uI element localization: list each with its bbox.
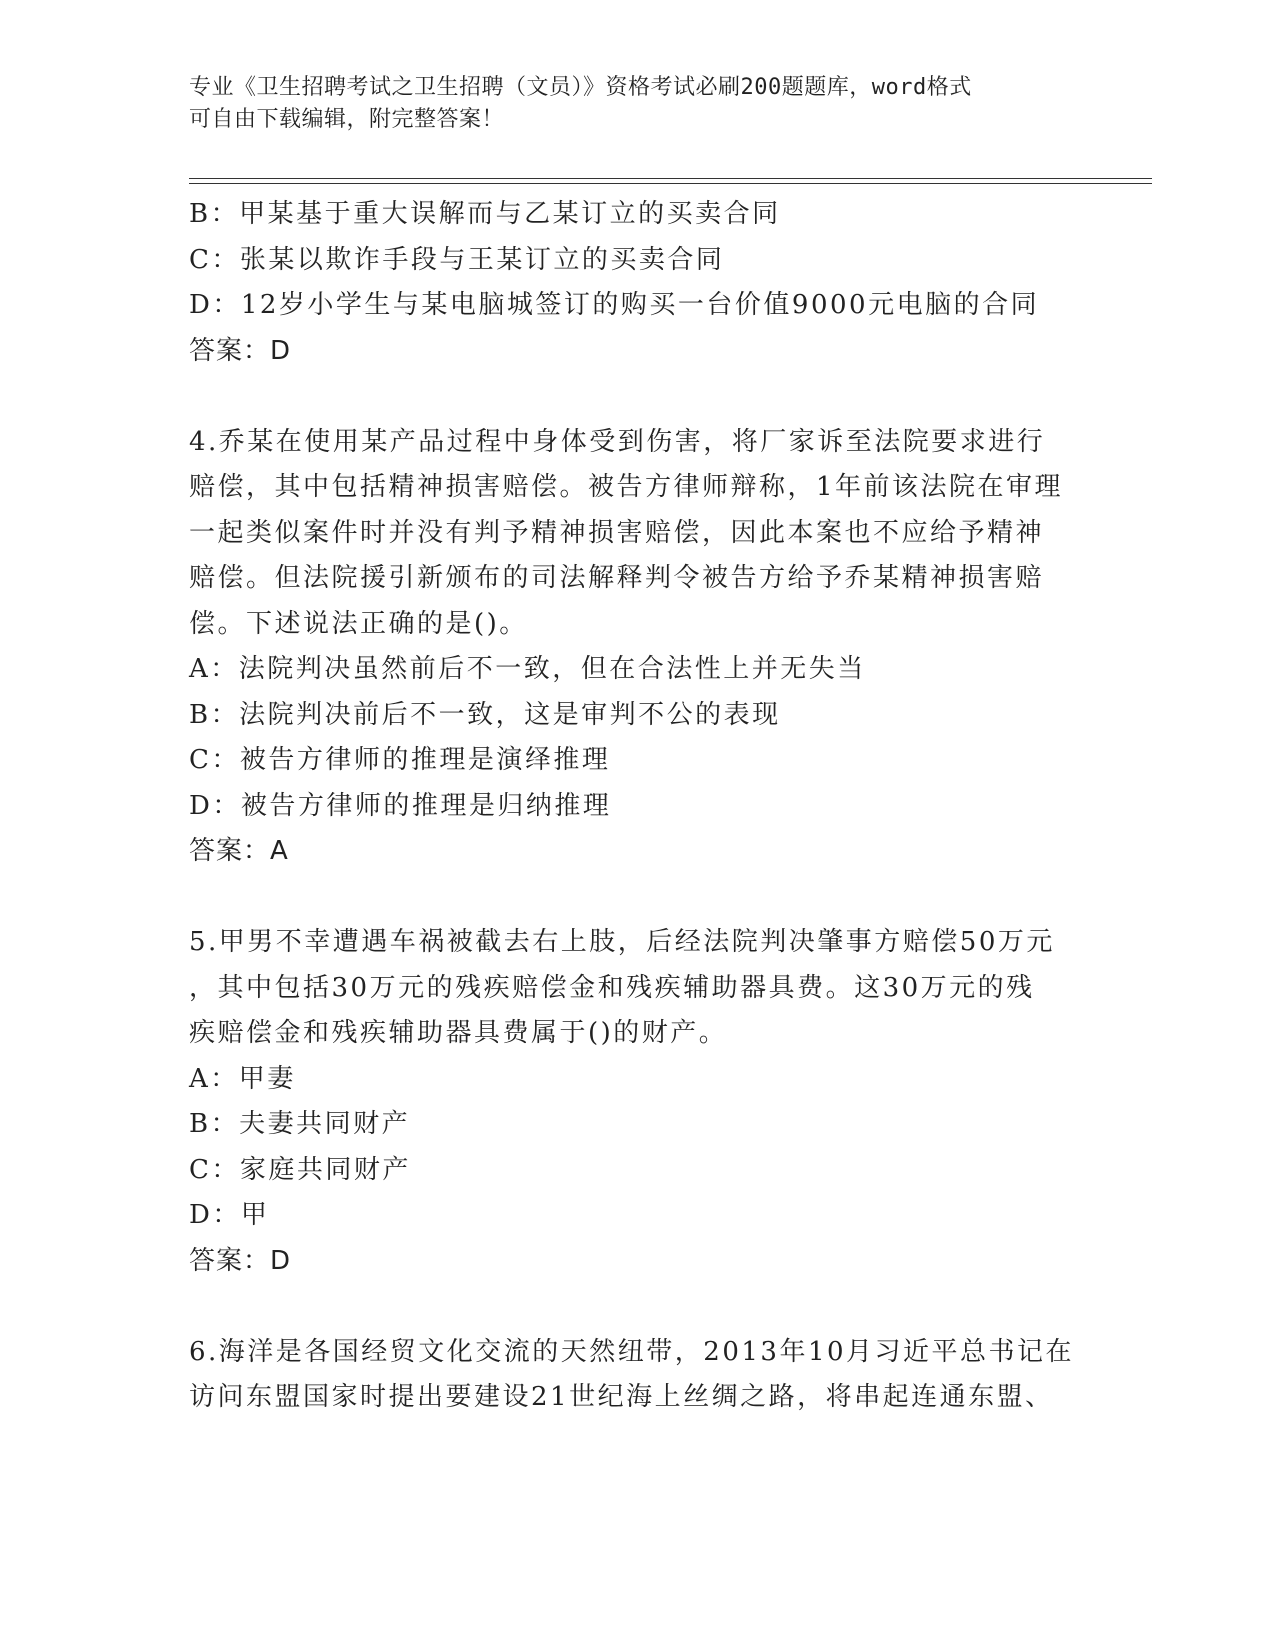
- header-line-1: 专业《卫生招聘考试之卫生招聘（文员）》资格考试必刷200题题库，word格式: [189, 75, 972, 100]
- answer-line: 答案：A: [189, 836, 289, 866]
- answer-line: 答案：D: [189, 335, 292, 366]
- option-a: A：法院判决虽然前后不一致，但在合法性上并无失当: [189, 654, 866, 684]
- option-b: B：夫妻共同财产: [189, 1109, 411, 1139]
- option-c: C：张某以欺诈手段与王某订立的买卖合同: [189, 244, 725, 275]
- question-6: [189, 1330, 1089, 1421]
- question-text-line: 5.甲男不幸遭遇车祸被截去右上肢，后经法院判决肇事方赔偿50万元: [189, 927, 1055, 957]
- question-text-line: 4.乔某在使用某产品过程中身体受到伤害，将厂家诉至法院要求进行: [189, 426, 1046, 457]
- option-b: B：法院判决前后不一致，这是审判不公的表现: [189, 699, 781, 730]
- question-text-line: ，其中包括30万元的残疾赔偿金和残疾辅助器具费。这30万元的残: [189, 972, 1035, 1003]
- question-spacer: [189, 1284, 1089, 1330]
- option-d: D：被告方律师的推理是归纳推理: [189, 790, 612, 821]
- question-text-line: 疾赔偿金和残疾辅助器具费属于()的财产。: [189, 1018, 728, 1048]
- option-d: D：12岁小学生与某电脑城签订的购买一台价值9000元电脑的合同: [189, 290, 1040, 320]
- question-text-line: 赔偿。但法院援引新颁布的司法解释判令被告方给予乔某精神损害赔: [189, 563, 1045, 593]
- header-divider-thick: [189, 183, 1152, 184]
- document-body: [189, 192, 1089, 1421]
- question-text-line: 6.海洋是各国经贸文化交流的天然纽带，2013年10月习近平总书记在: [189, 1336, 1075, 1367]
- question-text-line: 一起类似案件时并没有判予精神损害赔偿，因此本案也不应给予精神: [189, 517, 1045, 548]
- document-header: [189, 72, 1069, 136]
- header-line-2: 可自由下载编辑，附完整答案！: [189, 107, 505, 132]
- question-4: [189, 420, 1089, 875]
- header-divider-thin: [189, 178, 1152, 179]
- question-3-tail: [189, 192, 1089, 374]
- option-c: C：被告方律师的推理是演绎推理: [189, 745, 611, 775]
- option-a: A：甲妻: [189, 1063, 296, 1094]
- question-spacer: [189, 374, 1089, 420]
- question-spacer: [189, 875, 1089, 921]
- question-text-line: 偿。下述说法正确的是()。: [189, 608, 528, 639]
- option-c: C：家庭共同财产: [189, 1154, 411, 1185]
- option-b: B：甲某基于重大误解而与乙某订立的买卖合同: [189, 199, 781, 229]
- question-text-line: 访问东盟国家时提出要建设21世纪海上丝绸之路，将串起连通东盟、: [189, 1382, 1054, 1412]
- question-text-line: 赔偿，其中包括精神损害赔偿。被告方律师辩称，1年前该法院在审理: [189, 472, 1064, 502]
- answer-line: 答案：D: [189, 1245, 292, 1276]
- option-d: D：甲: [189, 1200, 270, 1230]
- question-5: [189, 920, 1089, 1284]
